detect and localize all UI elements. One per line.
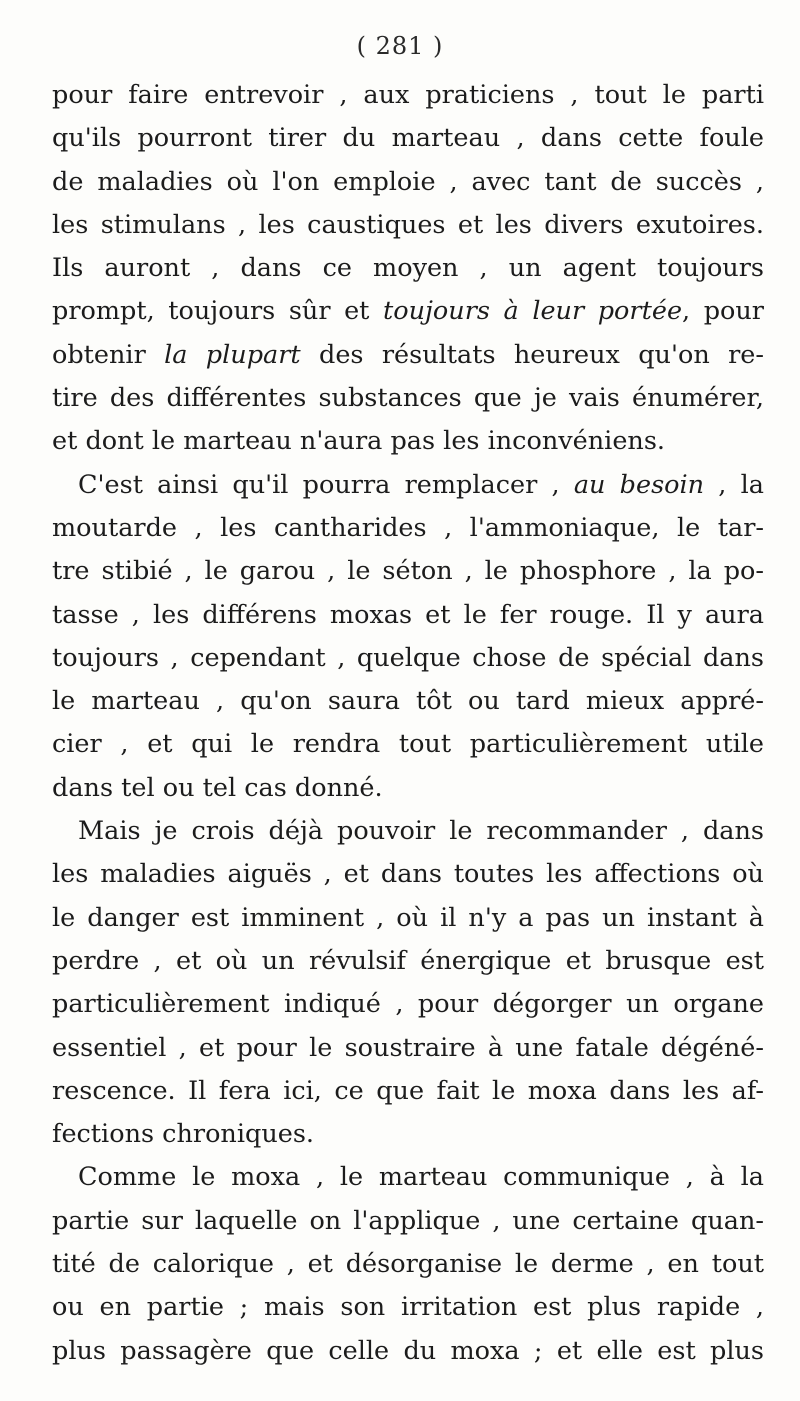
text-line: rescence. Il fera ici, ce que fait le moxa dans les af-	[52, 1075, 764, 1106]
emphasis-run: au besoin	[573, 469, 705, 500]
text-line: de maladies où l'on emploie , avec tant de succès ,	[52, 166, 764, 197]
text-line: tasse , les différens moxas et le fer rouge. Il y aura	[52, 599, 764, 630]
text-line: Ils auront , dans ce moyen , un agent toujours	[52, 253, 764, 284]
text-line: toujours , cependant , quelque chose de spécial dans	[52, 642, 764, 673]
text-line: tre stibié , le garou , le séton , le phosphore , la po-	[52, 556, 764, 587]
text-line: dans tel ou tel cas donné.	[52, 772, 383, 803]
emphasis-run: la plupart	[164, 339, 301, 370]
text-run: , pour	[682, 296, 764, 327]
text-line	[52, 464, 764, 507]
text-line	[52, 290, 764, 333]
text-line: plus passagère que celle du moxa ; et elle est plus	[52, 1335, 764, 1366]
text-line: moutarde , les cantharides , l'ammoniaque, le tar-	[52, 512, 764, 543]
text-run: prompt, toujours sûr et	[52, 296, 383, 327]
text-line: qu'ils pourront tirer du marteau , dans cette foule	[52, 123, 764, 154]
text-line	[52, 334, 764, 377]
emphasis-run: toujours à leur portée	[383, 296, 683, 327]
text-line: Comme le moxa , le marteau communique , à la	[78, 1162, 764, 1193]
text-line: pour faire entrevoir , aux praticiens , tout le parti	[52, 80, 764, 110]
text-line: tité de calorique , et désorganise le derme , en tout	[52, 1249, 764, 1280]
text-run: des résultats heureux qu'on re-	[300, 339, 764, 370]
text-line: Mais je crois déjà pouvoir le recommander , dans	[78, 816, 764, 847]
text-run: obtenir	[52, 339, 165, 370]
text-line: partie sur laquelle on l'applique , une certaine quan-	[52, 1205, 764, 1236]
text-line: perdre , et où un révulsif énergique et brusque est	[52, 945, 764, 976]
text-line: les maladies aiguës , et dans toutes les affections où	[52, 859, 764, 890]
text-line: le danger est imminent , où il n'y a pas un instant à	[52, 902, 764, 933]
page-number: ( 281 )	[356, 32, 444, 60]
body-text	[52, 74, 764, 1373]
text-line: cier , et qui le rendra tout particulièrement utile	[52, 729, 764, 760]
text-line: les stimulans , les caustiques et les divers exutoires.	[52, 209, 764, 240]
text-line: particulièrement indiqué , pour dégorger un organe	[52, 989, 764, 1020]
text-line: et dont le marteau n'aura pas les inconvéniens.	[52, 426, 666, 457]
text-line: le marteau , qu'on saura tôt ou tard mieux appré-	[52, 686, 764, 717]
text-line: tire des différentes substances que je vais énumérer,	[52, 383, 764, 414]
text-run: C'est ainsi qu'il pourra remplacer ,	[78, 469, 574, 500]
text-line: fections chroniques.	[52, 1119, 315, 1150]
text-run: , la	[704, 469, 764, 500]
text-line: ou en partie ; mais son irritation est plus rapide ,	[52, 1292, 764, 1323]
text-line: essentiel , et pour le soustraire à une fatale dégéné-	[52, 1032, 764, 1063]
